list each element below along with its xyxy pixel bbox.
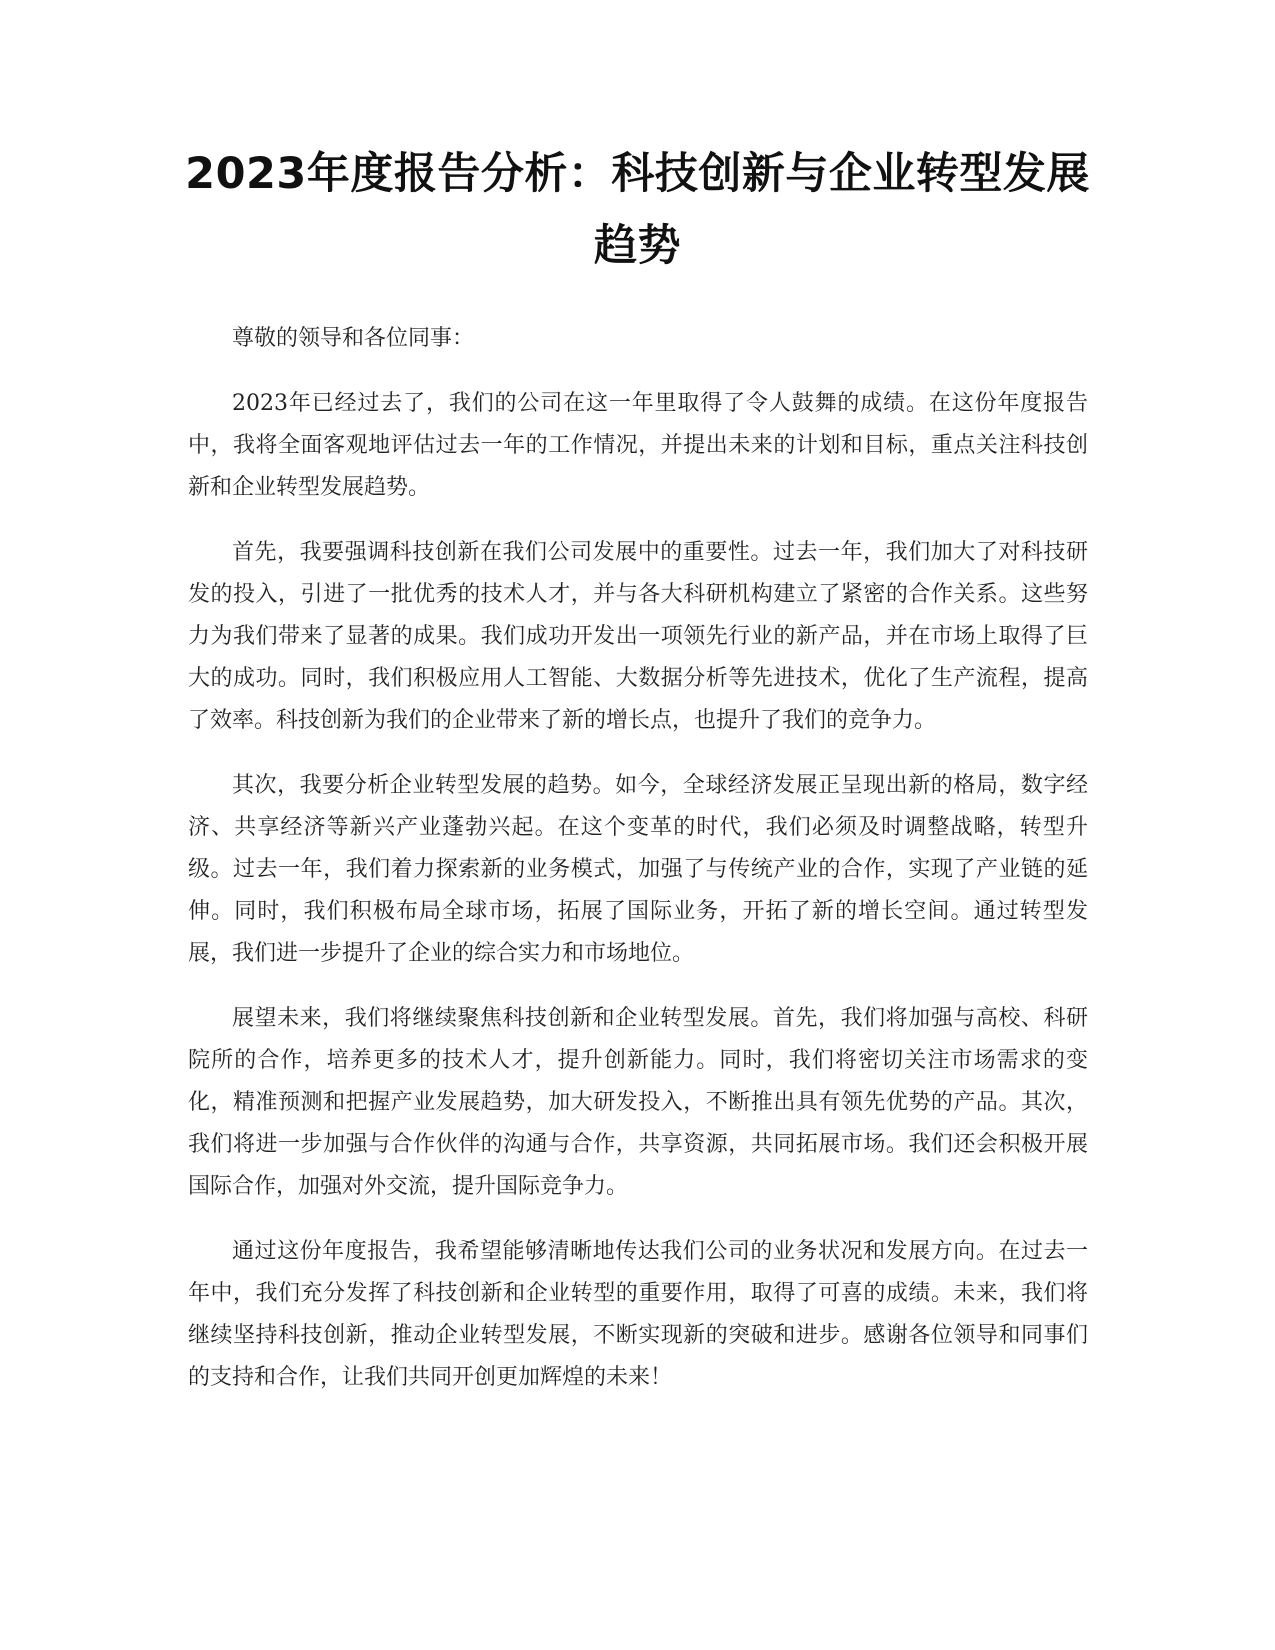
transformation-paragraph: 其次，我要分析企业转型发展的趋势。如今，全球经济发展正呈现出新的格局，数字经济、共享经济等新兴产业蓬勃兴起。在这个变革的时代，我们必须及时调整战略，转型升级。过去一年，我们着力探索新的业务模式，加强了与传统产业的合作，实现了产业链的延伸。同时，我们积极布局全球市场，拓展了国际业务，开拓了新的增长空间。通过转型发展，我们进一步提升了企业的综合实力和市场地位。 — [188, 773, 1088, 966]
closing-paragraph: 通过这份年度报告，我希望能够清晰地传达我们公司的业务状况和发展方向。在过去一年中，我们充分发挥了科技创新和企业转型的重要作用，取得了可喜的成绩。未来，我们将继续坚持科技创新，推动企业转型发展，不断实现新的突破和进步。感谢各位领导和同事们的支持和合作，让我们共同开创更加辉煌的未来！ — [188, 1239, 1088, 1390]
salutation-paragraph: 尊敬的领导和各位同事： — [232, 326, 475, 351]
innovation-paragraph: 首先，我要强调科技创新在我们公司发展中的重要性。过去一年，我们加大了对科技研发的投入，引进了一批优秀的技术人才，并与各大科研机构建立了紧密的合作关系。这些努力为我们带来了显著的成果。我们成功开发出一项领先行业的新产品，并在市场上取得了巨大的成功。同时，我们积极应用人工智能、大数据分析等先进技术，优化了生产流程，提高了效率。科技创新为我们的企业带来了新的增长点，也提升了我们的竞争力。 — [188, 540, 1088, 733]
document-title: 2023年度报告分析：科技创新与企业转型发展趋势 — [185, 149, 1090, 271]
outlook-paragraph: 展望未来，我们将继续聚焦科技创新和企业转型发展。首先，我们将加强与高校、科研院所的合作，培养更多的技术人才，提升创新能力。同时，我们将密切关注市场需求的变化，精准预测和把握产业发展趋势，加大研发投入，不断推出具有领先优势的产品。其次，我们将进一步加强与合作伙伴的沟通与合作，共享资源，共同拓展市场。我们还会积极开展国际合作，加强对外交流，提升国际竞争力。 — [188, 1006, 1088, 1199]
intro-paragraph: 2023年已经过去了，我们的公司在这一年里取得了令人鼓舞的成绩。在这份年度报告中，我将全面客观地评估过去一年的工作情况，并提出未来的计划和目标，重点关注科技创新和企业转型发展趋势。 — [188, 391, 1088, 500]
document-body — [188, 318, 1088, 1422]
